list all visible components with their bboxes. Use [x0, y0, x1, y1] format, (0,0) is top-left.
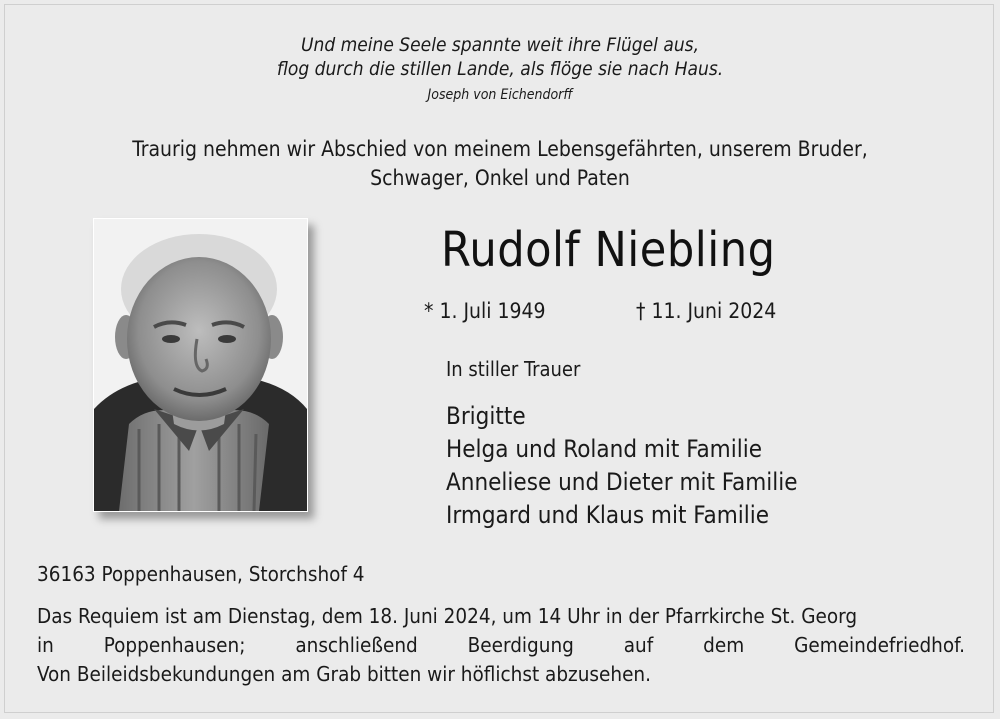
portrait-photo — [93, 218, 308, 512]
intro-text — [0, 135, 1000, 193]
intro-line-2: Schwager, Onkel und Paten — [370, 166, 630, 190]
intro-line-1: Traurig nehmen wir Abschied von meinem Lebensgefährten, unserem Bruder, — [132, 137, 868, 161]
requiem-line-1: Das Requiem ist am Dienstag, dem 18. Juni 2024, um 14 Uhr in der Pfarrkirche St. Georg — [37, 604, 858, 628]
poem-author: Joseph von Eichendorff — [427, 87, 573, 103]
poem-block — [0, 33, 1000, 105]
family-member: Helga und Roland mit Familie — [446, 435, 763, 463]
portrait-image — [94, 219, 307, 511]
birth-date: * 1. Juli 1949 — [424, 299, 546, 323]
poem-line-2: flog durch die stillen Lande, als flöge sie nach Haus. — [276, 58, 724, 80]
mourning-heading: In stiller Trauer — [446, 357, 581, 381]
family-member: Irmgard und Klaus mit Familie — [446, 501, 770, 529]
family-member: Anneliese und Dieter mit Familie — [446, 468, 798, 496]
address: 36163 Poppenhausen, Storchshof 4 — [37, 562, 365, 586]
requiem-line-2: in Poppenhausen; anschließend Beerdigung auf dem Gemeindefriedhof. — [37, 633, 965, 657]
family-list — [446, 400, 798, 532]
requiem-line-3: Von Beileidsbekundungen am Grab bitten wir höflichst abzusehen. — [37, 662, 651, 686]
death-date: † 11. Juni 2024 — [636, 299, 777, 323]
deceased-name: Rudolf Niebling — [441, 222, 776, 278]
requiem-info — [37, 602, 965, 689]
family-member: Brigitte — [446, 402, 526, 430]
poem-line-1: Und meine Seele spannte weit ihre Flügel aus, — [300, 34, 700, 56]
